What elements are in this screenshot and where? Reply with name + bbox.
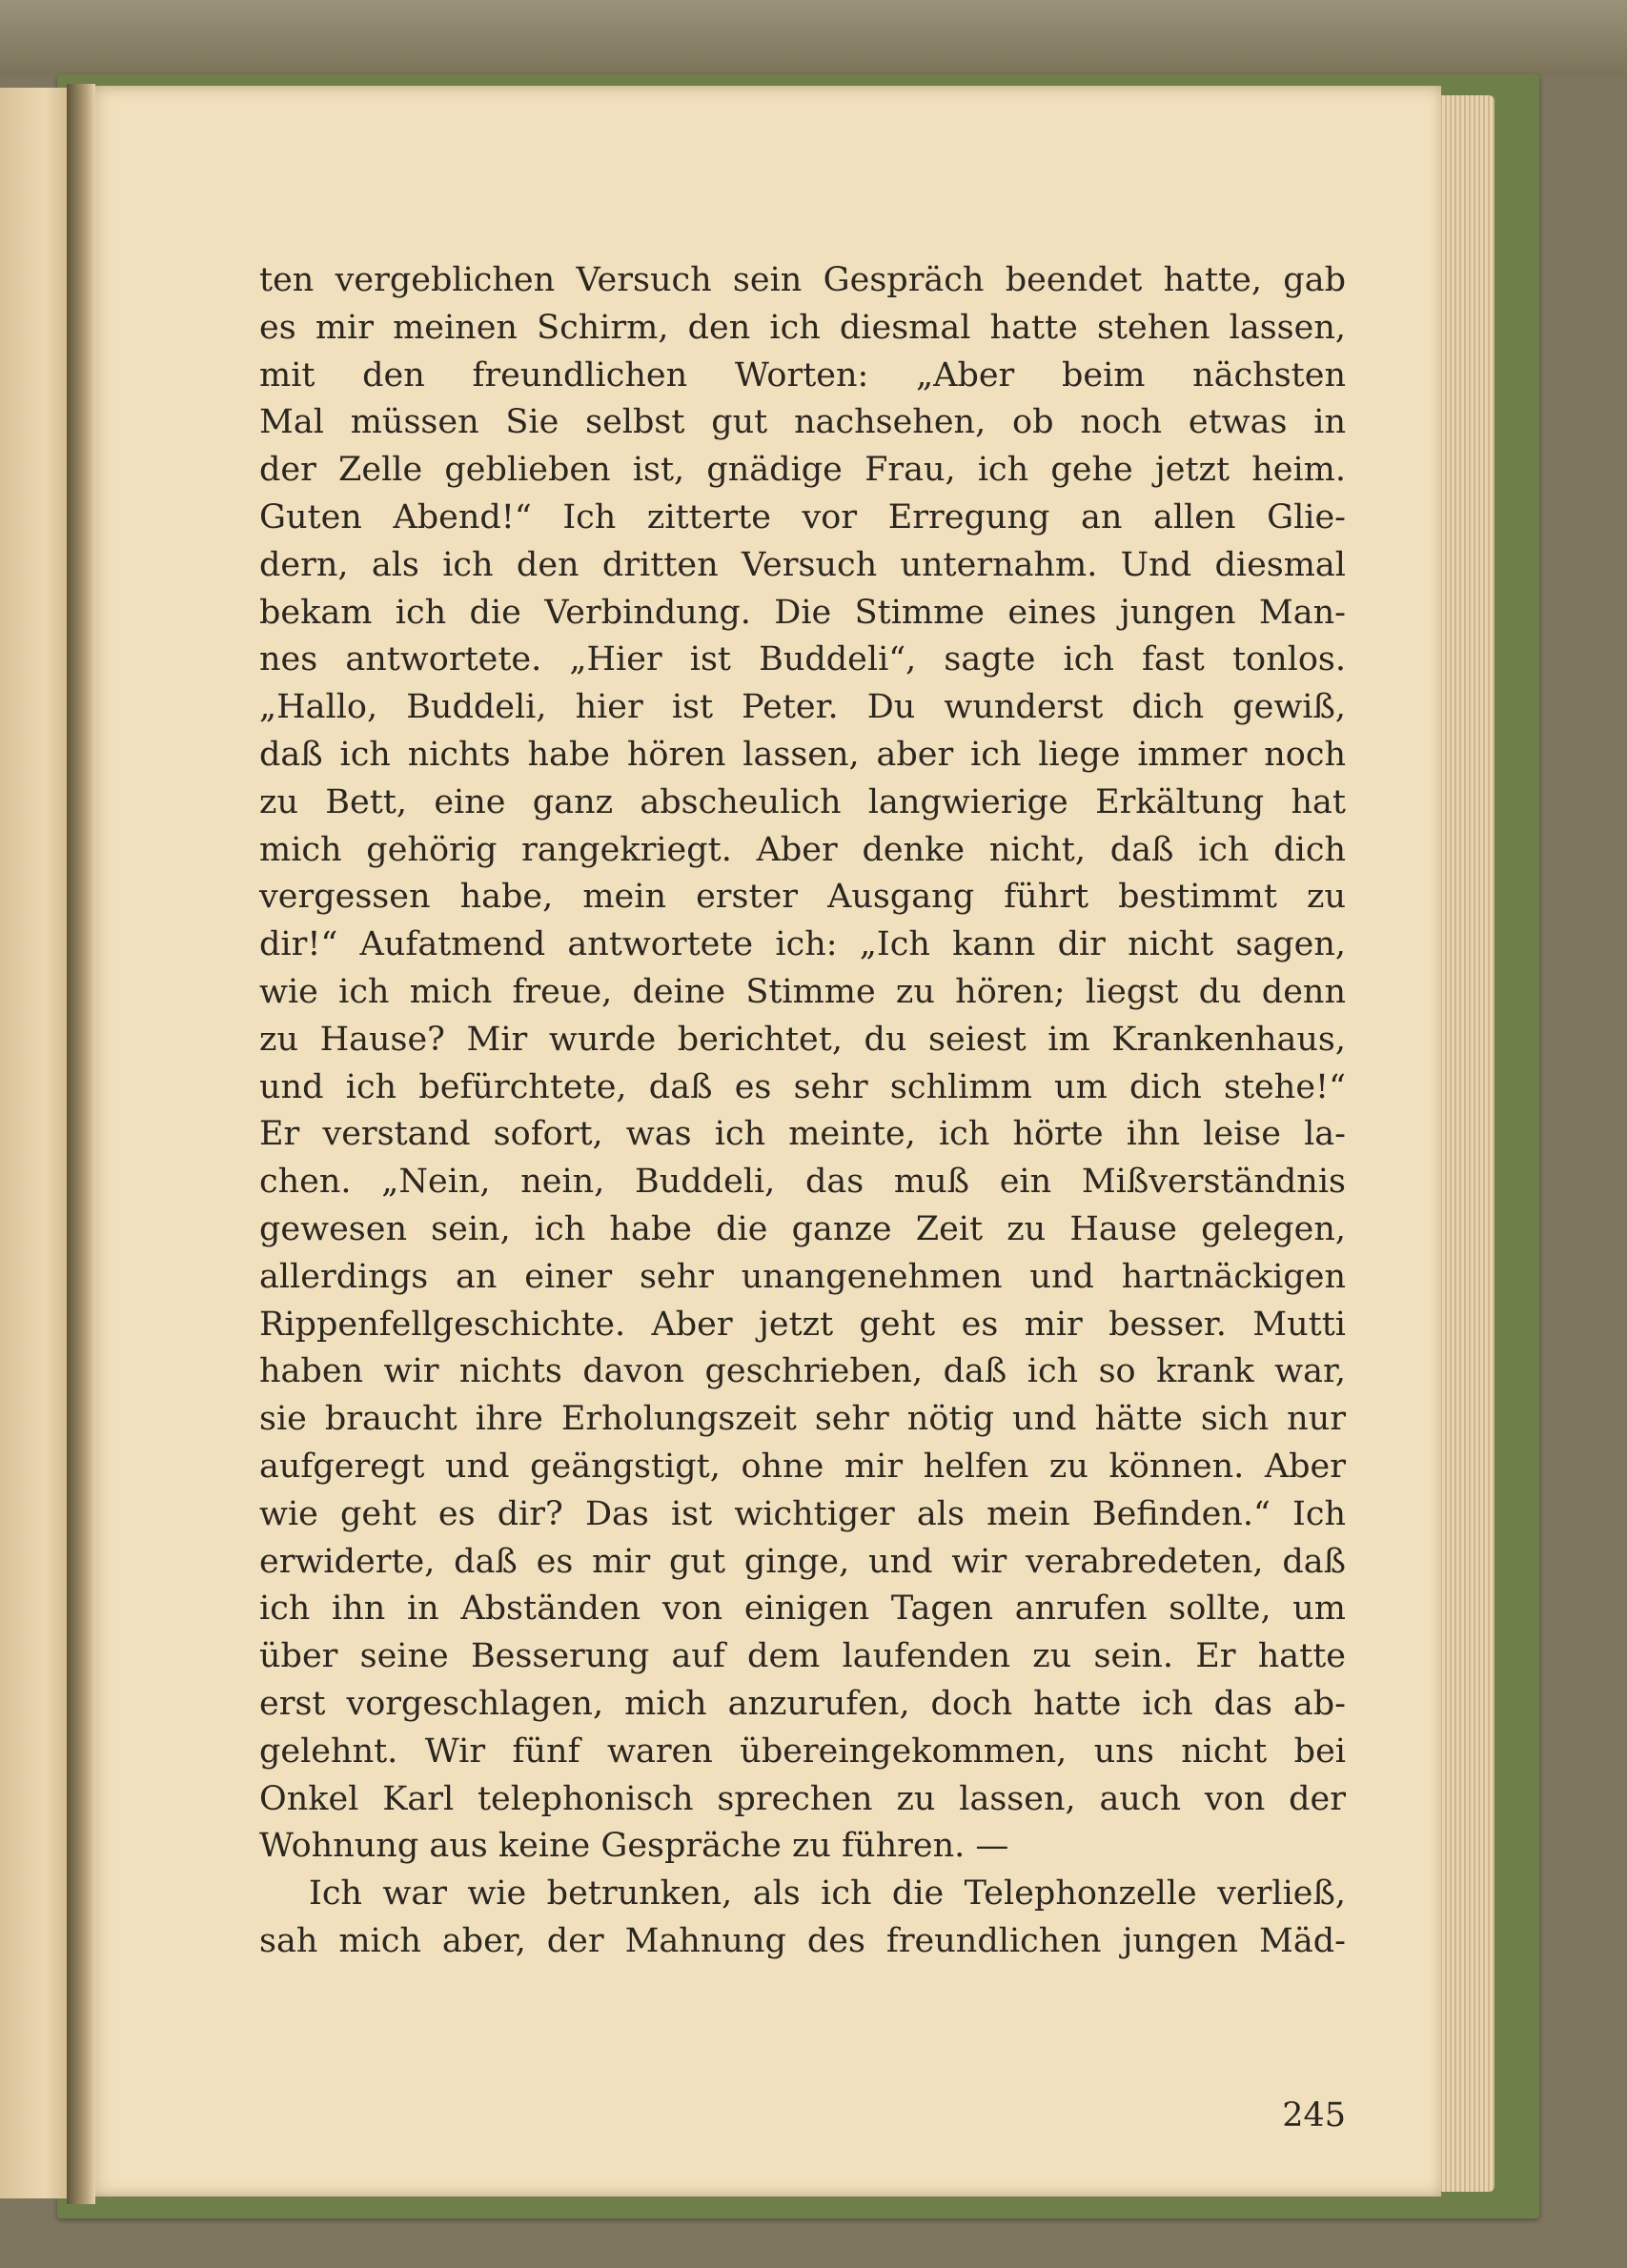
text-line: vergessen habe, mein erster Ausgang führt bestimmt zu [259,878,1346,917]
text-line: nes antwortete. „Hier ist Buddeli“, sagte ich fast tonlos. [259,640,1346,679]
text-line: allerdings an einer sehr unangenehmen und hartnäckigen [259,1257,1346,1296]
text-line: wie geht es dir? Das ist wichtiger als mein Befinden.“ Ich [259,1494,1346,1533]
previous-page-edge [0,88,76,2198]
scan-background [0,0,1627,76]
text-line: mich gehörig rangekriegt. Aber denke nicht, daß ich dich [259,830,1346,869]
book-page [88,86,1441,2197]
text-line: ich ihn in Abständen von einigen Tagen anrufen sollte, um [259,1590,1346,1629]
text-line: daß ich nichts habe hören lassen, aber ich liege immer noch [259,735,1346,774]
text-line: sie braucht ihre Erholungszeit sehr nötig und hätte sich nur [259,1400,1346,1439]
text-line: wie ich mich freue, deine Stimme zu hören; liegst du denn [259,972,1346,1011]
page-number: 245 [1282,2096,1346,2135]
text-line: zu Bett, eine ganz abscheulich langwierige Erkältung hat [259,782,1346,821]
text-line: über seine Besserung auf dem laufenden zu sein. Er hatte [259,1637,1346,1676]
text-line: Er verstand sofort, was ich meinte, ich hörte ihn leise la- [259,1115,1346,1154]
text-line: chen. „Nein, nein, Buddeli, das muß ein Mißverständnis [259,1163,1346,1202]
text-line: dir!“ Aufatmend antwortete ich: „Ich kann dir nicht sagen, [259,925,1346,964]
text-line: „Hallo, Buddeli, hier ist Peter. Du wunderst dich gewiß, [259,688,1346,727]
text-line: der Zelle geblieben ist, gnädige Frau, ich gehe jetzt heim. [259,451,1346,490]
text-line: Ich war wie betrunken, als ich die Telephonzelle verließ, [309,1874,1346,1914]
text-line: bekam ich die Verbindung. Die Stimme eines jungen Man- [259,593,1346,632]
text-line: Wohnung aus keine Gespräche zu führen. — [259,1827,1009,1866]
text-line: erwiderte, daß es mir gut ginge, und wir verabredeten, daß [259,1542,1346,1581]
text-line: ten vergeblichen Versuch sein Gespräch beendet hatte, gab [259,261,1346,299]
text-line: zu Hause? Mir wurde berichtet, du seiest im Krankenhaus, [259,1020,1346,1059]
text-line: es mir meinen Schirm, den ich diesmal hatte stehen lassen, [259,308,1346,347]
text-line: dern, als ich den dritten Versuch unternahm. Und diesmal [259,545,1346,584]
text-line: haben wir nichts davon geschrieben, daß ich so krank war, [259,1352,1346,1391]
text-line: aufgeregt und geängstigt, ohne mir helfen zu können. Aber [259,1447,1346,1486]
text-line: gewesen sein, ich habe die ganze Zeit zu Hause gelegen, [259,1209,1346,1248]
body-text [259,257,1346,1966]
text-line: erst vorgeschlagen, mich anzurufen, doch hatte ich das ab- [259,1684,1346,1723]
text-line: sah mich aber, der Mahnung des freundlichen jungen Mäd- [259,1921,1346,1960]
text-line: Mal müssen Sie selbst gut nachsehen, ob noch etwas in [259,403,1346,442]
book-gutter [67,84,95,2204]
text-line: Guten Abend!“ Ich zitterte vor Erregung an allen Glie- [259,497,1346,537]
text-line: Onkel Karl telephonisch sprechen zu lassen, auch von der [259,1779,1346,1818]
text-line: Rippenfellgeschichte. Aber jetzt geht es mir besser. Mutti [259,1305,1346,1344]
text-line: mit den freundlichen Worten: „Aber beim nächsten [259,355,1346,395]
text-line: und ich befürchtete, daß es sehr schlimm um dich stehe!“ [259,1067,1346,1106]
text-line: gelehnt. Wir fünf waren übereingekommen, uns nicht bei [259,1731,1346,1771]
